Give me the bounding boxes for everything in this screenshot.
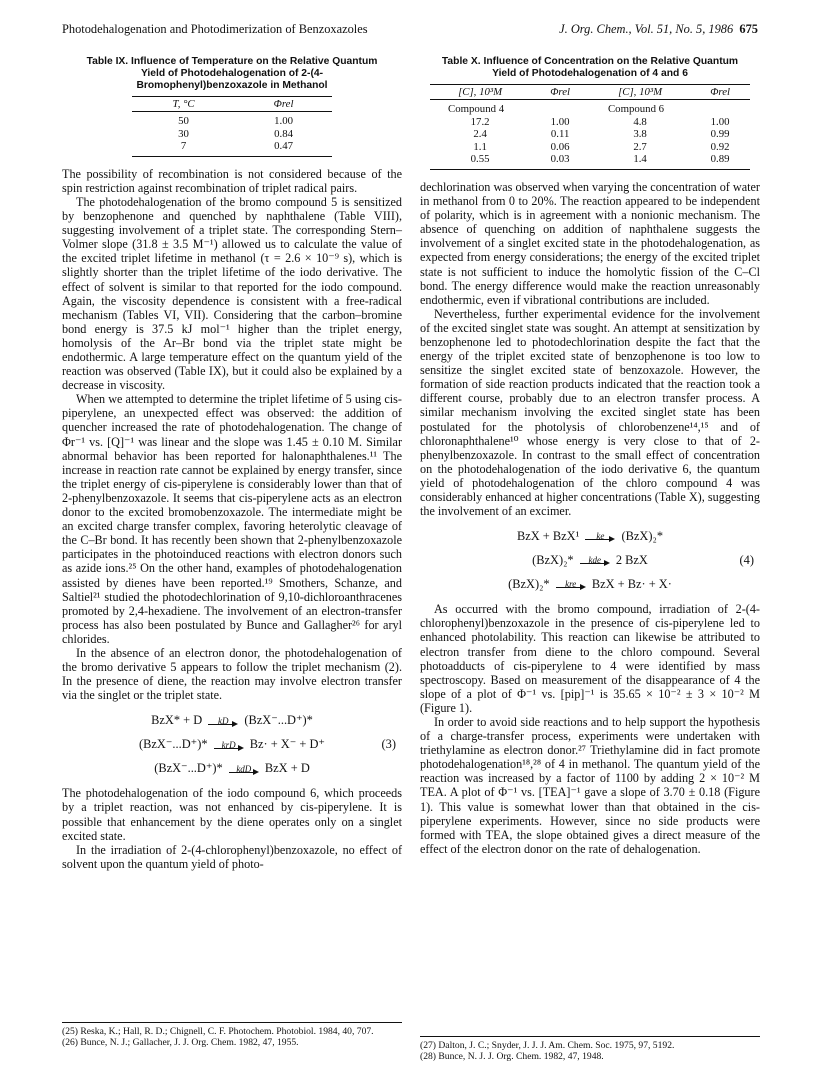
paragraph: dechlorination was observed when varying the concentration of water in methanol from 0 to 20%. The reaction appeared to be independent of polarity, which is in agreement with a nonionic mechanism. The absence of quenching on addition of naphthalene suggests the involvement of a singlet excited state in the photodehalogenation, as expected from energy considerations; the energy of the excited triplet state is not sufficient to induce the homolytic fission of the C–Cl bond. The energy difference would make the reaction unreasonably endothermic, even if vibrational contributions are included.: [420, 179, 760, 307]
table-cell: 0.55: [430, 153, 530, 169]
equation-line: [62, 708, 402, 732]
table-cell: 1.1: [473, 140, 487, 153]
left-column: [62, 56, 402, 871]
table-cell: 3.8: [633, 128, 647, 141]
paragraph: The photodehalogenation of the bromo compound 5 is sensitized by benzophenone and quenched by naphthalene (Table VIII), suggesting involvement of a triplet state. The corresponding Stern–Volmer slope (31.8 ± 3.5 M⁻¹) allowed us to calculate the value of the excited triplet lifetime in methanol (τ = 2.6 × 10⁻⁹ s), which is slightly shorter than the triplet lifetime of the iodo derivative. The effect of solvent is similar to that reported for the iodo compound. Again, the viscosity dependence is consistent with a free-radical mechanism (Tables VI, VII). Considering that the carbon–bromine bond energy is 37.5 kJ mol⁻¹ higher than the triplet energy, homolysis of the Ar–Br bond via the triplet state might be endothermic. A large temperature effect on the quantum yield of the reaction was observed (Table IX), but it could also be explained by a decrease in viscosity.: [62, 194, 402, 393]
journal-name: J. Org. Chem., Vol. 51, No. 5, 1986: [559, 22, 734, 36]
table-10-header: [C], 10³M: [590, 85, 690, 100]
equation-term: Bz· + X⁻ + D⁺: [249, 737, 325, 752]
table-row: [430, 141, 750, 154]
paragraph: When we attempted to determine the triplet lifetime of 5 using cis-piperylene, an unexpected effect was observed: the addition of quencher increased the rate of photodehalogenation. The change of Φr⁻¹ vs. [Q]⁻¹ was linear and the slope was 1.45 ± 0.10 M. Similar abnormal behavior has been reported for halonaphthalenes.¹¹ The increase in reaction rate cannot be explained by energy transfer, since the triplet energy of cis-piperylene is considerably lower than that of 2-phenylbenzoxazole. It seems that cis-piperylene acts as an electron donor to the excited bromobenzoxazole. The intermediate might be an excited charge transfer complex, favoring heterolytic cleavage of the C–Br bond. It has recently been shown that 2-phenylbenzoxazole participates in the photoinduced reactions with electron donors such as azide ions.²⁵ On the other hand, examples of photodehalogenation assisted by dienes have been reported.¹⁹ Smothers, Schanze, and Saltiel²¹ studied the photodechlorination of 9,10-dichloroanthracenes promoted by 2,4-hexadiene. The involvement of an electron-transfer process has also been postulated by Bunce and Gallagher²⁶ for aryl chlorides.: [62, 392, 402, 646]
paragraph: As occurred with the bromo compound, irradiation of 2-(4-chlorophenyl)benzoxazole in the presence of cis-piperylene led to enhanced photolability. This reaction can likewise be attributed to electron transfer from diene to the chloro compound. Several photoadducts of cis-piperylene to 4 were identified by mass spectroscopy. Based on measurement of the disappearance of 4 the slope of a plot of Φ⁻¹ vs. [pip]⁻¹ is 35.65 × 10⁻² ± 3 × 10⁻² M (Figure 1).: [420, 602, 760, 715]
table-row: [132, 140, 332, 156]
table-cell: 0.11: [550, 128, 570, 141]
rate-constant: kde: [588, 555, 601, 566]
equation-term: (BzX)₂*: [621, 529, 664, 544]
equation-term: BzX + Bz· + X·: [591, 577, 672, 592]
equation-term: (BzX)₂*: [532, 553, 574, 568]
table-cell: 1.4: [590, 153, 690, 169]
table-cell: 17.2: [470, 115, 490, 128]
table-group-row: [430, 100, 750, 116]
table-cell: 30: [178, 127, 189, 140]
table-10: [420, 56, 760, 170]
page-number: 675: [739, 22, 758, 36]
table-10-grid: [430, 84, 750, 170]
equation-term: (BzX⁻...D⁺)*: [139, 737, 208, 752]
table-cell: 7: [132, 140, 235, 156]
footnote: (25) Reska, K.; Hall, R. D.; Chignell, C. F. Photochem. Photobiol. 1984, 40, 707.: [62, 1026, 374, 1037]
table-cell: 2.4: [473, 128, 487, 141]
paragraph: The photodehalogenation of the iodo compound 6, which proceeds by a triplet reaction, was not enhanced by cis-piperylene. It is possible that enhancement by the diene operates only on a singlet excited state.: [62, 786, 402, 843]
rate-constant: krD: [221, 739, 236, 750]
equation-line: [420, 524, 760, 548]
table-9-caption: Table IX. Influence of Temperature on the Relative Quantum Yield of Photodehalogenation of 2-(4-Bromophenyl)benzoxazole in Methanol: [86, 56, 378, 91]
table-cell: 0.03: [530, 153, 590, 169]
table-10-header: Φrel: [690, 85, 750, 100]
table-cell: 0.47: [235, 140, 332, 156]
equation-term: (BzX⁻...D⁺)*: [154, 761, 223, 776]
equation-line: [62, 756, 402, 780]
group-label: Compound 4: [448, 103, 505, 115]
equation-line: [420, 572, 760, 596]
table-row: [430, 116, 750, 129]
table-cell: 0.84: [274, 127, 294, 140]
running-title: Photodehalogenation and Photodimerization of Benzoxazoles: [62, 22, 368, 36]
table-9: [62, 56, 402, 157]
table-cell: 50: [178, 115, 189, 127]
table-row: [430, 128, 750, 141]
equation-term: 2 BzX: [615, 553, 648, 568]
footnotes-left: [62, 1022, 402, 1048]
footnote: (28) Bunce, N. J. J. Org. Chem. 1982, 47, 1948.: [420, 1051, 604, 1063]
table-cell: 0.99: [710, 128, 730, 141]
equation-3: [62, 708, 402, 780]
paragraph: In order to avoid side reactions and to help support the hypothesis of a charge-transfer process, experiments were undertaken with triethylamine as electron donor.²⁷ Triethylamine did in fact promote photodehalogenation¹⁸,²⁸ of 4 in methanol. The quantum yield of the reaction was increased by a factor of 1100 by adding 2 × 10⁻² M TEA. A plot of Φ⁻¹ vs. [TEA]⁻¹ gave a slope of 3.70 ± 0.18 (Figure 1). This value is somewhat lower than that obtained in the cis-piperylene experiments. However, since no side products were formed with TEA, the slope obtained gives a direct measure of the effect of the electron donor on the rate of dehalogenation.: [420, 714, 760, 856]
rate-constant: kD: [218, 715, 229, 726]
table-10-caption: Table X. Influence of Concentration on the Relative Quantum Yield of Photodehalogenation of 4 and 6: [441, 56, 739, 79]
table-cell: 0.89: [690, 153, 750, 169]
rate-constant: kdD: [236, 763, 252, 774]
table-cell: 4.8: [633, 115, 647, 128]
table-row: [430, 153, 750, 169]
equation-number: (3): [381, 737, 396, 752]
paragraph: Nevertheless, further experimental evidence for the involvement of the excited singlet state was sought. An attempt at sensitization by benzophenone led to photodechlorination despite the fact that the energy of the triplet excited state of benzophenone is too low to sensitize the singlet excited state of benzoxazole. However, the formation of side reaction products indicated that the reaction took a different course, probably due to an electron transfer process. A similar mechanism involving the excited singlet state has been postulated for the photolysis of chlorobenzene¹⁴,¹⁵ and of chloronaphthalene¹⁰ whose energy is very close to that of 2-phenylbenzoxazole. In contrast to the small effect of concentration on the photodehalogenation of the iodo derivative 6, the quantum yield of photodehalogenation of the chloro compound 4 was considerably enhanced at higher concentrations (Table X), suggesting the involvement of an excimer.: [420, 306, 760, 519]
table-row: [132, 112, 332, 128]
table-cell: 0.06: [550, 140, 570, 153]
equation-term: BzX + D: [264, 761, 310, 776]
table-cell: 1.00: [550, 115, 570, 128]
equation-line: [62, 732, 402, 756]
table-9-header: T, °C: [132, 97, 235, 112]
equation-number: (4): [739, 553, 754, 568]
rate-constant: ke: [596, 531, 605, 542]
table-row: [132, 128, 332, 141]
running-header: [62, 22, 758, 38]
table-cell: 1.00: [274, 115, 294, 127]
table-9-grid: [132, 96, 332, 157]
table-cell: 0.92: [710, 140, 730, 153]
table-cell: 2.7: [633, 140, 647, 153]
equation-line: [420, 548, 760, 572]
journal-citation: [559, 22, 758, 37]
equation-term: BzX + BzX¹: [516, 529, 580, 544]
paragraph: In the irradiation of 2-(4-chlorophenyl)benzoxazole, no effect of solvent upon the quantum yield of photo-: [62, 842, 402, 871]
table-10-header: [C], 10³M: [430, 85, 530, 100]
paragraph: In the absence of an electron donor, the photodehalogenation of the bromo derivative 5 appears to follow the triplet mechanism (2). In the presence of diene, the reaction may involve electron transfer via the singlet or the triplet state.: [62, 645, 402, 703]
footnote: (26) Bunce, N. J.; Gallacher, J. J. Org. Chem. 1982, 47, 1955.: [62, 1037, 299, 1049]
equation-term: BzX* + D: [151, 713, 203, 728]
group-label: Compound 6: [607, 103, 665, 115]
equation-term: (BzX⁻...D⁺)*: [244, 713, 313, 728]
equation-term: (BzX)₂*: [508, 577, 550, 592]
right-column: [420, 56, 760, 856]
footnotes-right: [420, 1036, 760, 1062]
table-10-header: Φrel: [530, 85, 590, 100]
table-cell: 1.00: [710, 115, 730, 128]
rate-constant: kre: [565, 579, 577, 590]
table-9-header: Φrel: [235, 97, 332, 112]
footnote: (27) Dalton, J. C.; Snyder, J. J. J. Am. Chem. Soc. 1975, 97, 5192.: [420, 1040, 675, 1051]
equation-4: [420, 524, 760, 596]
paragraph: The possibility of recombination is not considered because of the spin restriction against recombination of triplet radical pairs.: [62, 166, 402, 195]
